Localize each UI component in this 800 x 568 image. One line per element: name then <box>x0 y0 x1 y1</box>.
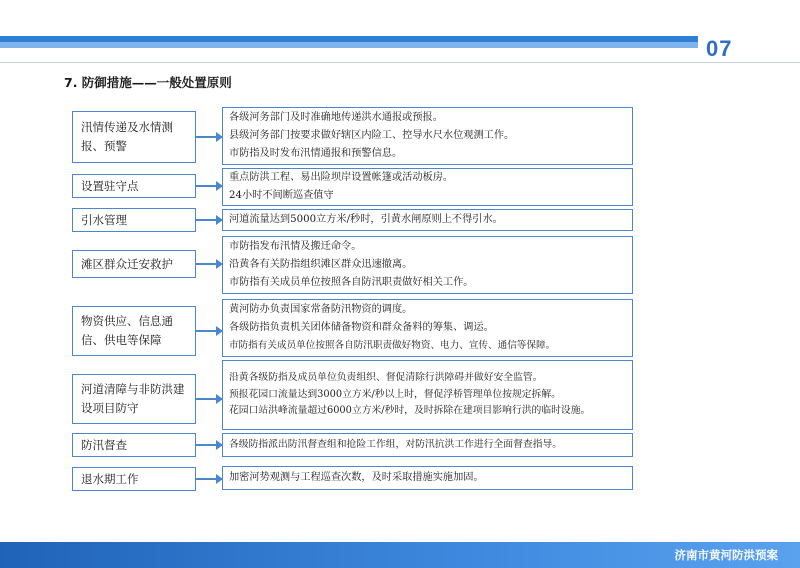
arrow-icon <box>196 185 222 187</box>
measure-category-label: 防汛督查 <box>81 437 127 452</box>
measure-detail-2 <box>222 209 633 231</box>
measure-detail-5 <box>222 360 633 430</box>
measure-detail-line: 河道流量达到5000立方米/秒时，引黄水闸原则上不得引水。 <box>229 214 503 225</box>
measure-detail-line: 市防指有关成员单位按照各自防汛职责做好物资、电力、宣传、通信等保障。 <box>229 340 556 351</box>
arrow-icon <box>196 263 222 265</box>
measure-detail-3 <box>222 236 633 294</box>
measure-detail-line: 市防指有关成员单位按照各自防汛职责做好相关工作。 <box>229 277 474 288</box>
measure-category-label: 汛情传递及水情测报、预警 <box>81 120 173 153</box>
measure-detail-0 <box>222 107 633 165</box>
measure-category-0 <box>72 111 196 163</box>
arrow-icon <box>196 444 222 446</box>
arrow-icon <box>196 136 222 138</box>
page-number: 07 <box>706 36 733 61</box>
measure-detail-line: 各级防指派出防汛督查组和抢险工作组，对防汛抗洪工作进行全面督查指导。 <box>229 439 563 450</box>
measure-detail-line: 各级防指负责机关团体储备物资和群众备料的筹集、调运。 <box>229 322 494 333</box>
measure-detail-line: 县级河务部门按要求做好辖区内险工、控导水尺水位观测工作。 <box>229 130 515 141</box>
measure-category-3 <box>72 250 196 278</box>
measure-category-label: 滩区群众迁安救护 <box>81 256 173 271</box>
measure-detail-line: 市防指及时发布汛情通报和预警信息。 <box>229 148 403 159</box>
measure-detail-4 <box>222 299 633 357</box>
measure-category-label: 河道清障与非防洪建设项目防守 <box>81 382 185 415</box>
page-title: 7. 防御措施——一般处置原则 <box>64 75 232 90</box>
measure-category-label: 退水期工作 <box>81 471 139 486</box>
measure-detail-line: 各级河务部门及时准确地传递洪水通报或预报。 <box>229 112 443 123</box>
measure-detail-line: 黄河防办负责国家常备防汛物资的调度。 <box>229 304 413 315</box>
arrow-icon <box>196 330 222 332</box>
measure-detail-1 <box>222 168 633 206</box>
measure-category-7 <box>72 467 196 491</box>
measure-detail-line: 沿黄各级防指及成员单位负责组织、督促清除行洪障碍并做好安全监管。 <box>229 372 543 384</box>
measure-category-5 <box>72 374 196 424</box>
measure-detail-line: 市防指发布汛情及搬迁命令。 <box>229 241 362 252</box>
footer-title: 济南市黄河防洪预案 <box>674 548 778 562</box>
measure-category-2 <box>72 208 196 232</box>
measure-category-6 <box>72 433 196 457</box>
measure-category-1 <box>72 174 196 198</box>
measure-detail-7 <box>222 466 633 490</box>
arrow-icon <box>196 478 222 480</box>
measure-detail-line: 加密河势观测与工程巡查次数，及时采取措施实施加固。 <box>229 472 484 483</box>
measure-detail-line: 重点防洪工程、易出险坝岸设置帐篷或活动板房。 <box>229 172 454 183</box>
measure-detail-line: 预报花园口流量达到3000立方米/秒以上时，督促浮桥管理单位按规定拆解。 <box>229 388 561 400</box>
measure-detail-line: 沿黄各有关防指组织滩区群众迅速撤离。 <box>229 259 413 270</box>
measure-category-label: 引水管理 <box>81 212 127 227</box>
measure-detail-6 <box>222 433 633 457</box>
measure-category-label: 设置驻守点 <box>81 178 139 193</box>
arrow-icon <box>196 398 222 400</box>
measure-detail-line: 花园口站洪峰流量超过6000立方米/秒时，及时拆除在建项目影响行洪的临时设施。 <box>229 405 591 417</box>
arrow-icon <box>196 219 222 221</box>
header-accent-bar <box>0 36 698 48</box>
measure-category-4 <box>72 306 196 356</box>
header-divider <box>0 62 800 63</box>
measure-category-label: 物资供应、信息通信、供电等保障 <box>81 314 173 347</box>
measure-detail-line: 24小时不间断巡查值守 <box>229 190 334 201</box>
